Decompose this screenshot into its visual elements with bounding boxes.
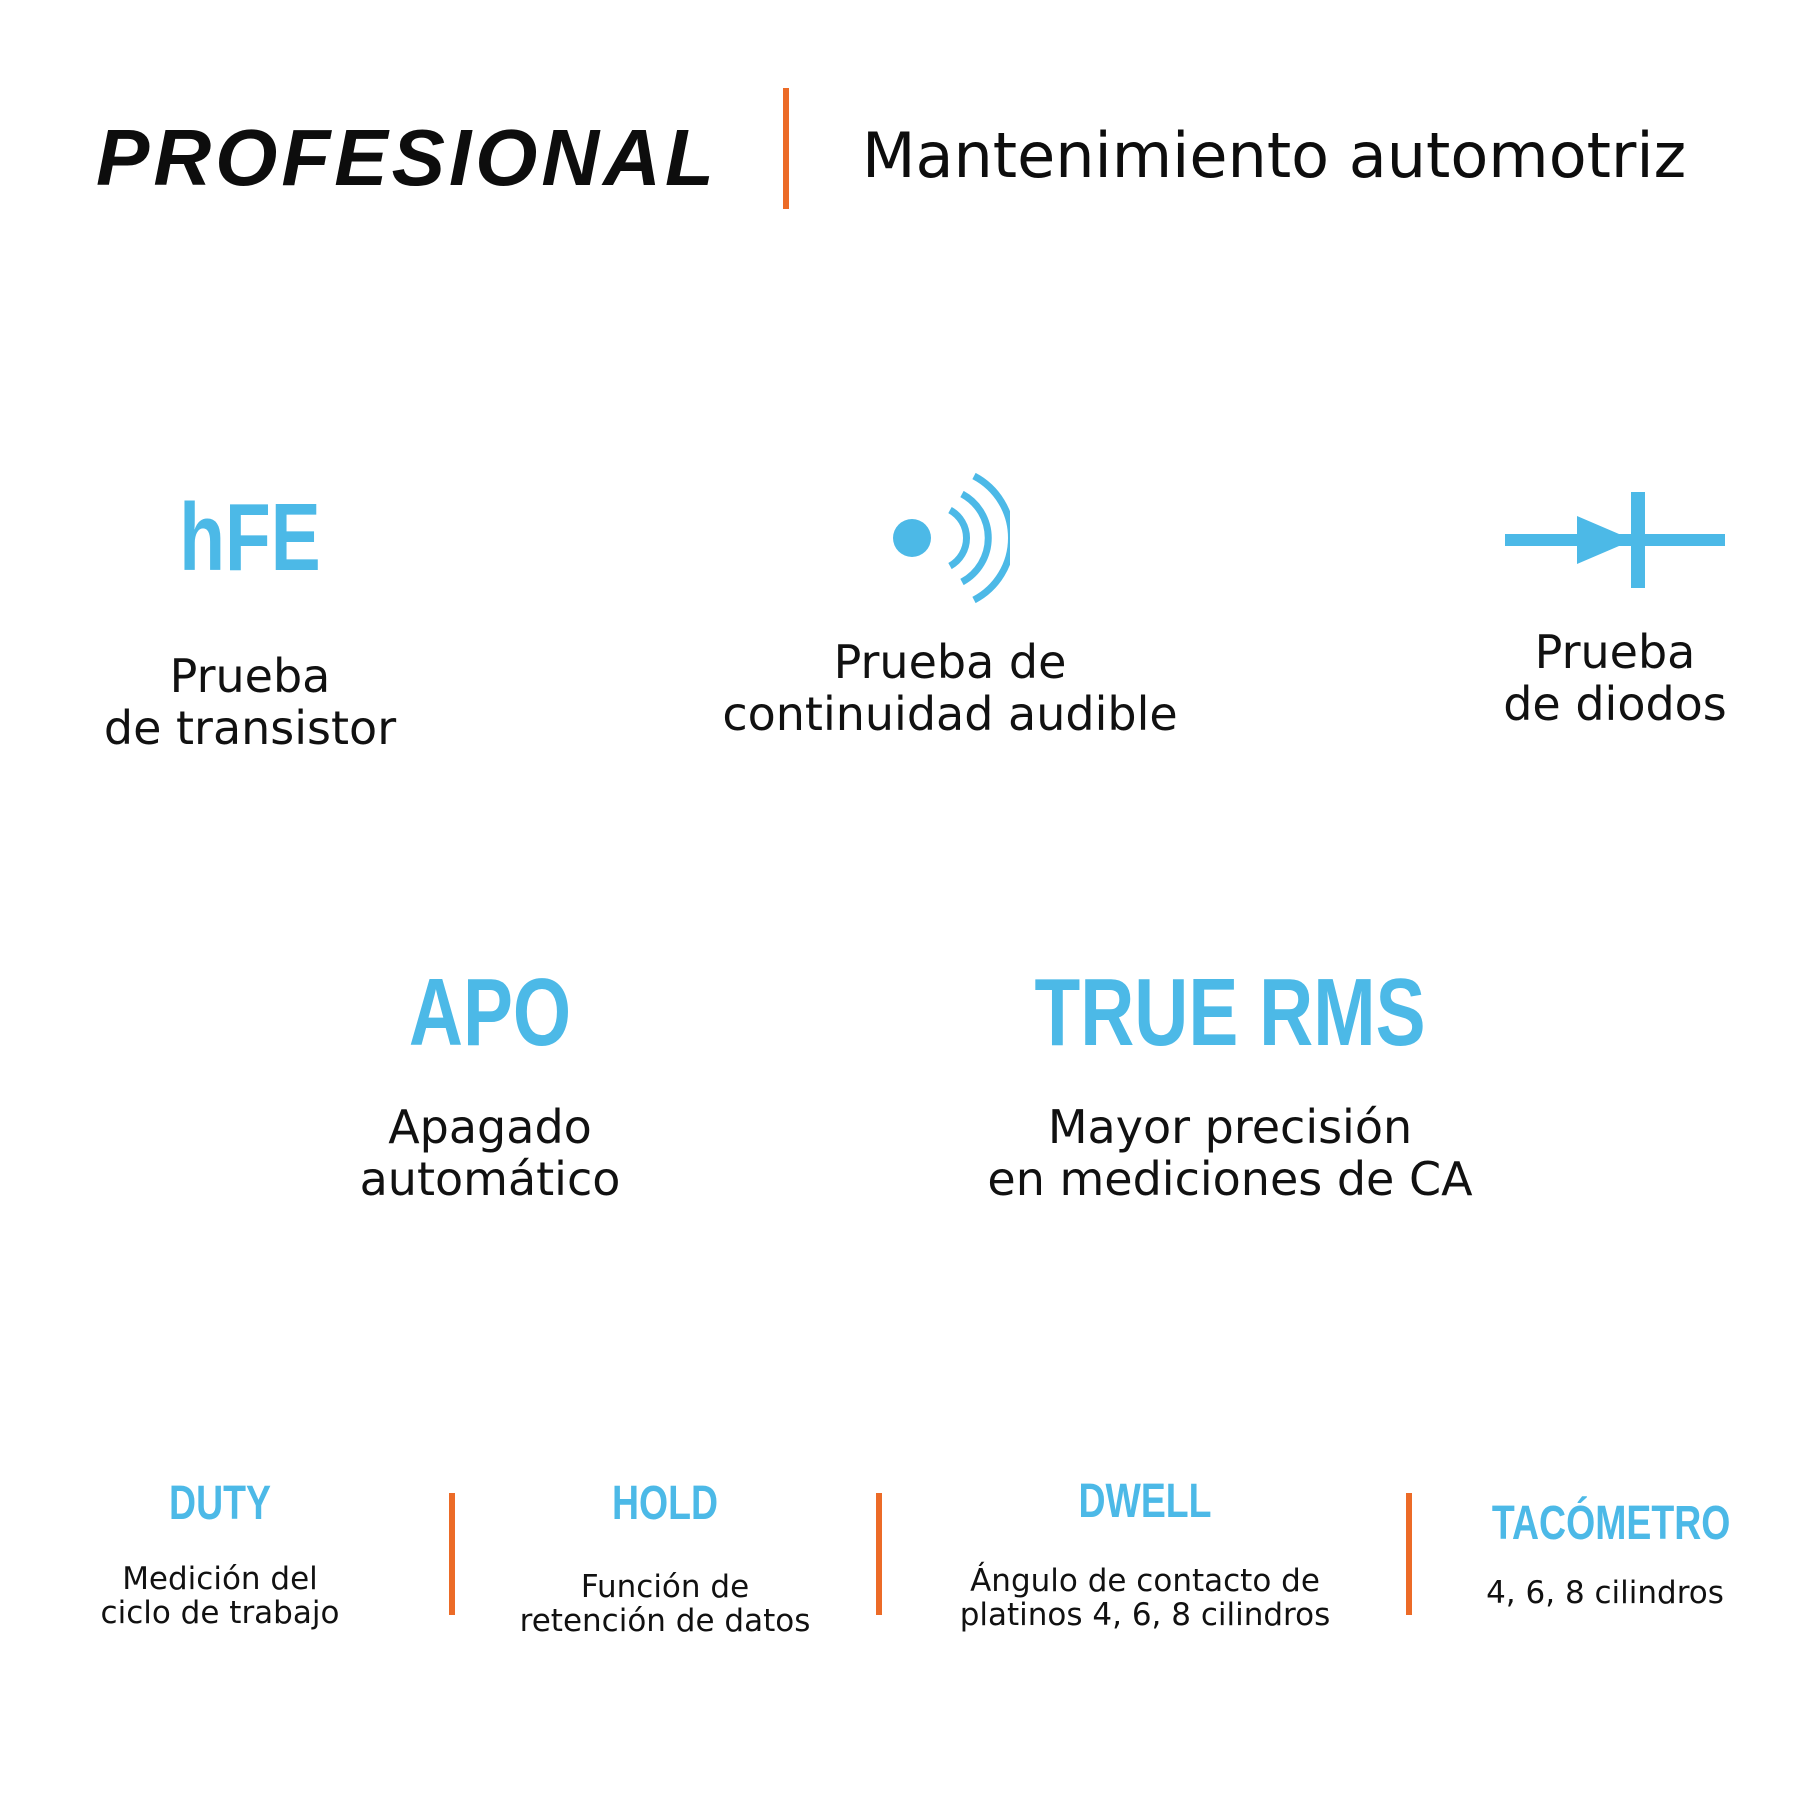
separator-bar — [876, 1493, 882, 1615]
feature-diode-test — [1480, 490, 1750, 730]
feature-true-rms — [960, 959, 1500, 1206]
feature-description-line2: retención de datos — [519, 1603, 811, 1639]
header-divider — [783, 88, 789, 209]
feature-hold — [500, 1477, 830, 1639]
feature-description-line1: Medición del — [122, 1561, 318, 1597]
duty-badge: DUTY — [169, 1477, 271, 1530]
header-subtitle: Mantenimiento automotriz — [862, 119, 1687, 192]
separator-bar — [1406, 1493, 1412, 1615]
feature-dwell — [940, 1475, 1350, 1633]
brand-title: PROFESIONAL — [96, 113, 718, 202]
hold-badge: HOLD — [611, 1477, 719, 1530]
feature-description-line2: en mediciones de CA — [987, 1152, 1473, 1206]
hfe-badge: hFE — [179, 484, 321, 591]
feature-description-line2: de diodos — [1503, 677, 1727, 731]
feature-description-line2: automático — [359, 1152, 621, 1206]
dwell-badge: DWELL — [1078, 1475, 1212, 1528]
diode-symbol-icon — [1505, 490, 1725, 590]
feature-description-line1: 4, 6, 8 cilindros — [1486, 1575, 1724, 1611]
feature-description-line2: de transistor — [103, 701, 397, 755]
feature-description-line1: Mayor precisión — [1047, 1100, 1413, 1154]
apo-badge: APO — [408, 959, 572, 1066]
feature-description-line2: ciclo de trabajo — [100, 1595, 340, 1631]
tachometer-badge: TACÓMETRO — [1491, 1497, 1731, 1550]
feature-description-line1: Prueba — [1534, 625, 1696, 679]
feature-description-line1: Ángulo de contacto de — [970, 1563, 1320, 1599]
sound-wave-icon — [890, 470, 1010, 610]
feature-continuity-test — [700, 470, 1200, 740]
feature-description-line1: Función de — [580, 1569, 750, 1605]
feature-transistor-test — [60, 484, 440, 755]
true-rms-badge: TRUE RMS — [1034, 959, 1426, 1066]
separator-bar — [449, 1493, 455, 1615]
feature-auto-power-off — [300, 959, 680, 1206]
feature-description-line1: Apagado — [388, 1100, 592, 1154]
feature-duty — [70, 1477, 370, 1631]
feature-description-line1: Prueba de — [833, 635, 1067, 689]
feature-description-line2: continuidad audible — [722, 687, 1178, 741]
feature-tachometer — [1460, 1497, 1750, 1611]
feature-description-line1: Prueba — [169, 649, 331, 703]
feature-description-line2: platinos 4, 6, 8 cilindros — [959, 1597, 1331, 1633]
